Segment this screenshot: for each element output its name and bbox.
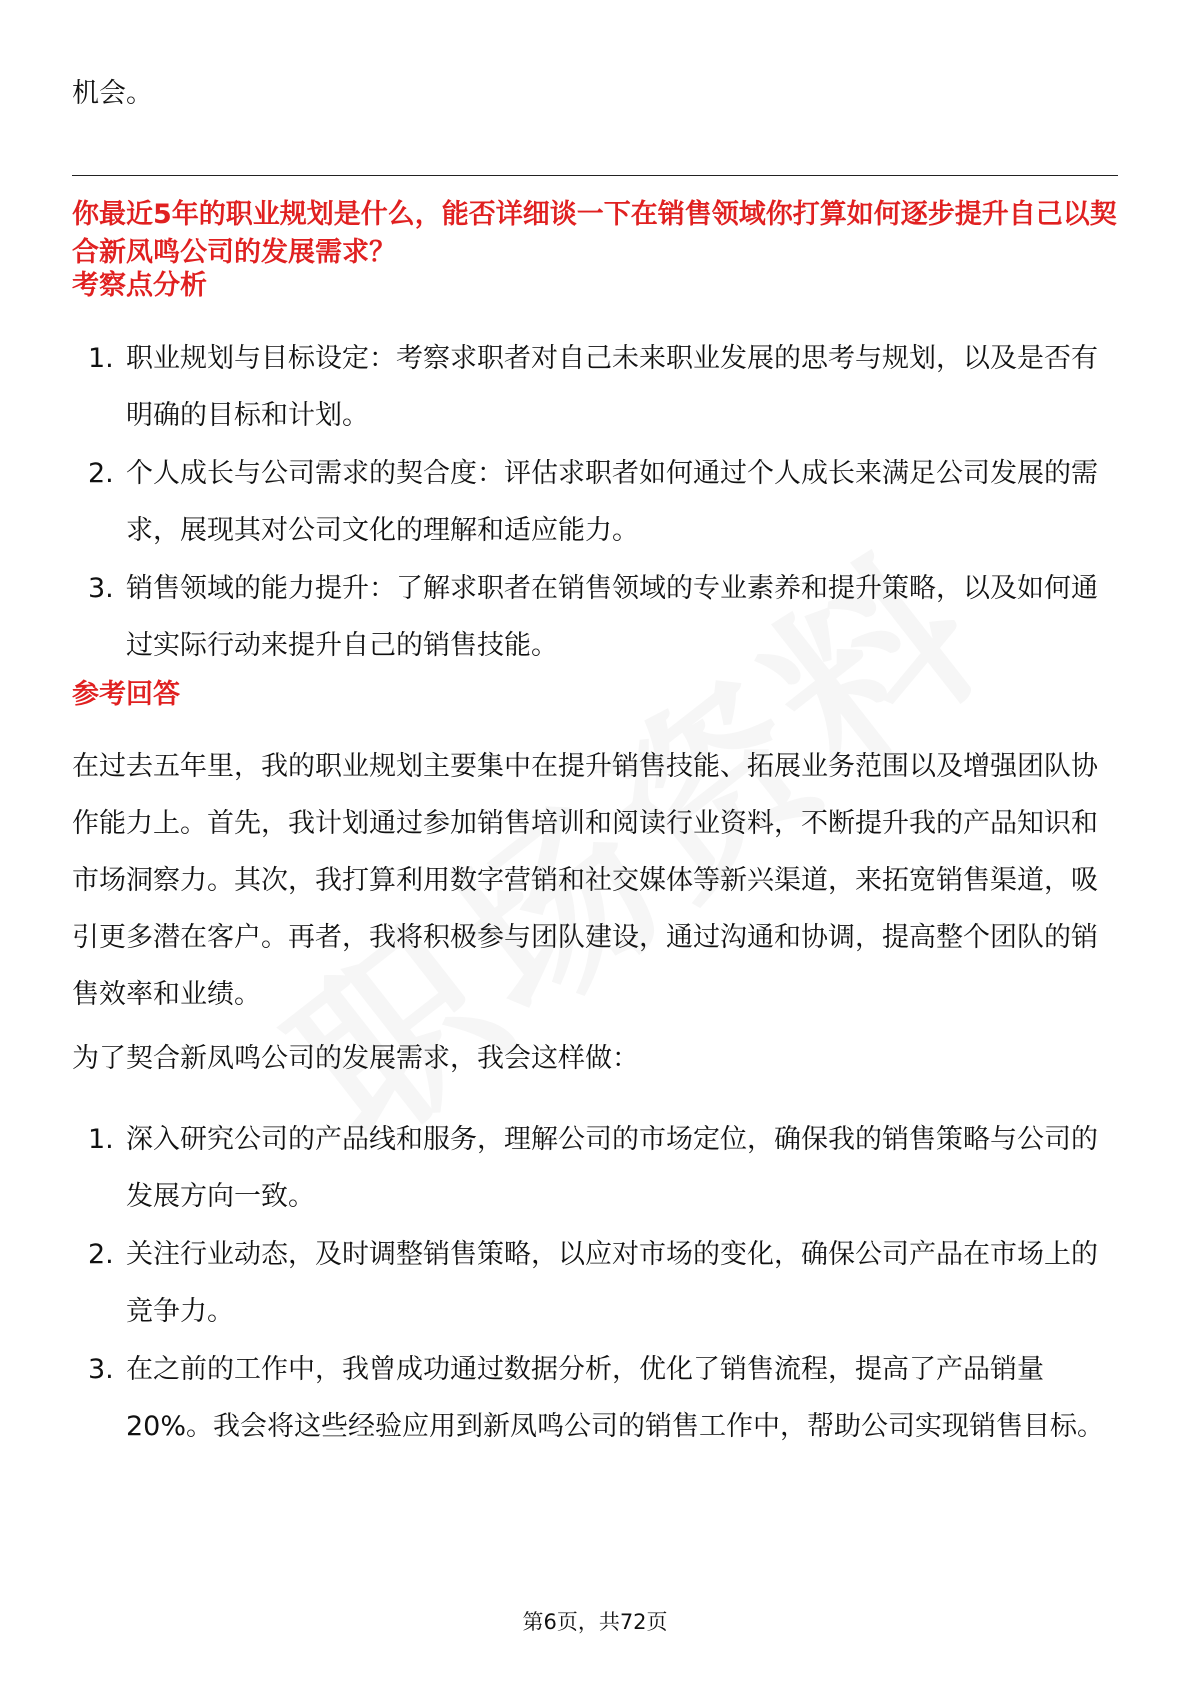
answer-intro: 为了契合新凤鸣公司的发展需求，我会这样做： (72, 1043, 639, 1074)
list-item-text: 关注行业动态，及时调整销售策略，以应对市场的变化，确保公司产品在市场上的竞争力。 (126, 1239, 1098, 1327)
list-item-number: 3. (88, 573, 114, 604)
list-item-text: 销售领域的能力提升：了解求职者在销售领域的专业素养和提升策略，以及如何通过实际行动来提升自己的销售技能。 (126, 573, 1098, 661)
question-title: 你最近5年的职业规划是什么，能否详细谈一下在销售领域你打算如何逐步提升自己以契合新凤鸣公司的发展需求？ (72, 199, 1117, 268)
answer-list (72, 1111, 1118, 1456)
list-item (72, 330, 1118, 444)
list-item (72, 1111, 1118, 1225)
list-item (72, 445, 1118, 559)
list-item-text: 在之前的工作中，我曾成功通过数据分析，优化了销售流程，提高了产品销量20%。我会将这些经验应用到新凤鸣公司的销售工作中，帮助公司实现销售目标。 (126, 1354, 1105, 1442)
list-item-number: 2. (88, 1239, 114, 1270)
divider-line (72, 175, 1118, 176)
list-item-text: 深入研究公司的产品线和服务，理解公司的市场定位，确保我的销售策略与公司的发展方向一致。 (126, 1124, 1098, 1212)
list-item-text: 个人成长与公司需求的契合度：评估求职者如何通过个人成长来满足公司发展的需求，展现其对公司文化的理解和适应能力。 (126, 458, 1098, 546)
list-item-number: 1. (88, 343, 114, 374)
answer-paragraph: 在过去五年里，我的职业规划主要集中在提升销售技能、拓展业务范围以及增强团队协作能力上。首先，我计划通过参加销售培训和阅读行业资料，不断提升我的产品知识和市场洞察力。其次，我打算利用数字营销和社交媒体等新兴渠道，来拓宽销售渠道，吸引更多潜在客户。再者，我将积极参与团队建设，通过沟通和协调，提高整个团队的销售效率和业绩。 (72, 751, 1098, 1010)
list-item-number: 3. (88, 1354, 114, 1385)
list-item-number: 1. (88, 1124, 114, 1155)
list-item (72, 560, 1118, 674)
page-footer: 第6页，共72页 (522, 1610, 668, 1634)
list-item (72, 1341, 1118, 1455)
answer-heading: 参考回答 (72, 679, 180, 710)
analysis-list (72, 330, 1118, 675)
list-item-text: 职业规划与目标设定：考察求职者对自己未来职业发展的思考与规划，以及是否有明确的目标和计划。 (126, 343, 1098, 431)
list-item-number: 2. (88, 458, 114, 489)
lead-text: 机会。 (72, 78, 153, 109)
analysis-heading: 考察点分析 (72, 270, 207, 301)
list-item (72, 1226, 1118, 1340)
